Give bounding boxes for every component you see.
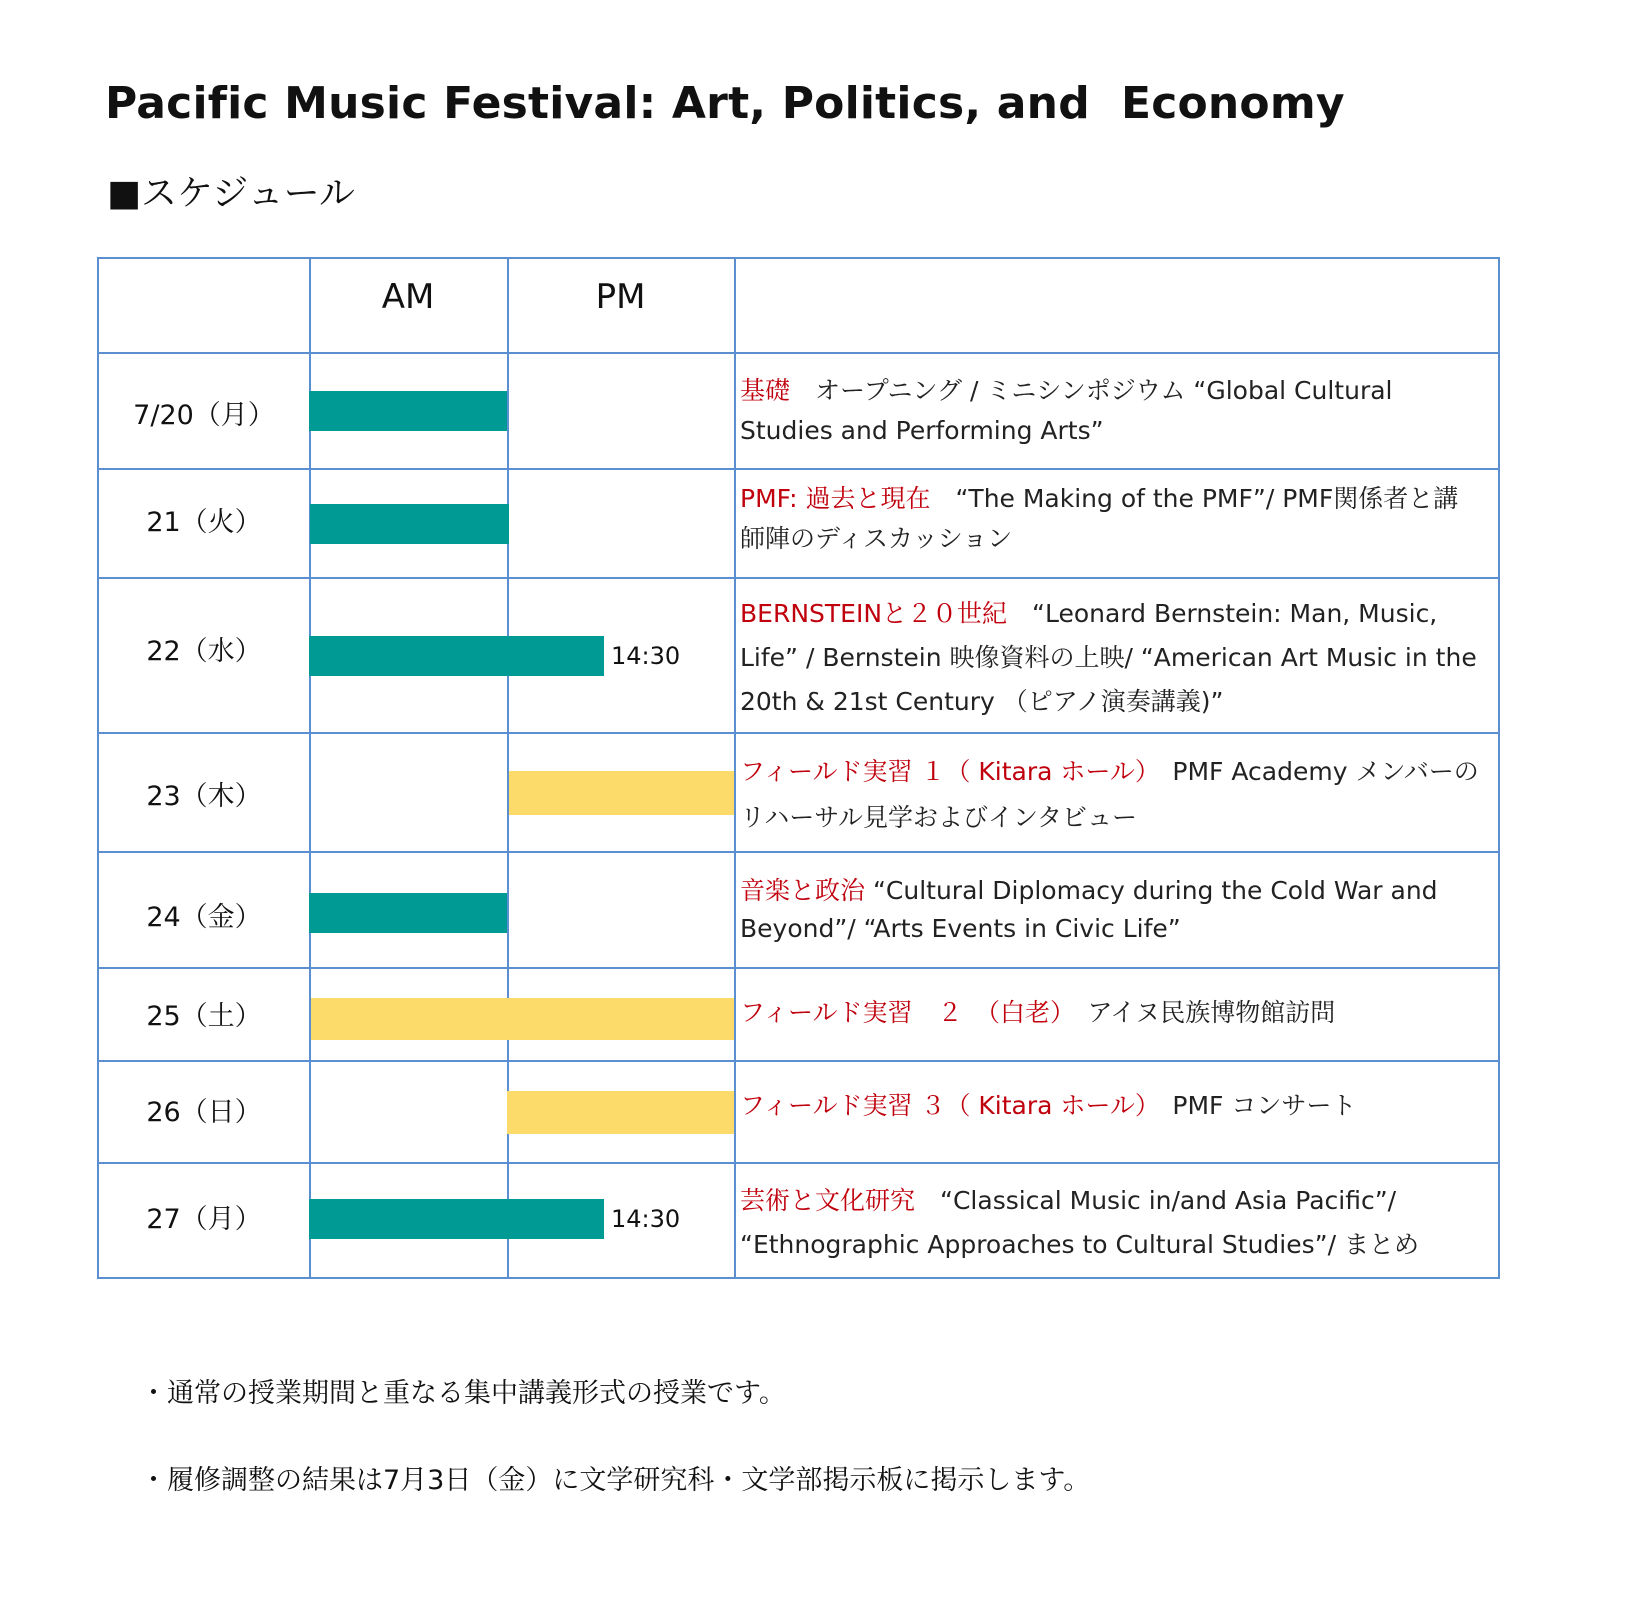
session-bar xyxy=(309,893,507,933)
session-title: フィールド実習 ３（ Kitara ホール） xyxy=(740,1091,1148,1120)
session-description xyxy=(740,592,1480,724)
session-title: 音楽と政治 xyxy=(740,876,866,905)
row-divider xyxy=(99,1060,1498,1062)
header-pm: PM xyxy=(595,277,646,317)
session-bar xyxy=(507,1091,734,1134)
session-bar xyxy=(509,771,734,815)
date-cell: 25（土） xyxy=(146,1001,262,1032)
column-divider xyxy=(734,259,736,1277)
session-title: フィールド実習 １（ Kitara ホール） xyxy=(740,757,1148,786)
row-divider xyxy=(99,851,1498,853)
session-title: PMF: 過去と現在 xyxy=(740,484,931,513)
date-cell: 23（木） xyxy=(146,781,262,812)
row-divider xyxy=(99,967,1498,969)
date-cell: 22（水） xyxy=(146,636,262,667)
session-bar xyxy=(309,636,604,676)
session-description xyxy=(740,371,1480,451)
session-details: “The Making of the PMF”/ PMF関係者と講師陣のディスカッション xyxy=(740,484,1459,553)
session-title: 基礎 xyxy=(740,376,791,405)
session-bar xyxy=(311,998,734,1040)
session-description xyxy=(740,993,1480,1033)
date-cell: 21（火） xyxy=(146,507,262,538)
session-bar xyxy=(309,1199,604,1239)
date-cell: 24（金） xyxy=(146,902,262,933)
end-time-label: 14:30 xyxy=(611,1205,681,1233)
note-item: ・履修調整の結果は7月3日（金）に文学研究科・文学部掲示板に掲示します。 xyxy=(140,1465,1091,1496)
session-details: “Leonard Bernstein: Man, Music, Life” / Bernstein 映像資料の上映/ “American Art Music in the 20th & 21st Century （ピアノ演奏講義)” xyxy=(740,599,1477,716)
row-divider xyxy=(99,468,1498,470)
session-details: “Cultural Diplomacy during the Cold War and Beyond”/ “Arts Events in Civic Life” xyxy=(740,876,1438,943)
note-item: ・通常の授業期間と重なる集中講義形式の授業です。 xyxy=(140,1378,786,1409)
session-title: BERNSTEINと２０世紀 xyxy=(740,599,1008,628)
session-description xyxy=(740,749,1480,841)
row-divider xyxy=(99,1162,1498,1164)
session-details: オープニング / ミニシンポジウム “Global Cultural Studies and Performing Arts” xyxy=(740,376,1393,445)
date-cell: 7/20（月） xyxy=(133,400,275,431)
row-divider xyxy=(99,732,1498,734)
session-bar xyxy=(309,391,507,431)
session-details: “Classical Music in/and Asia Pacific”/ “Ethnographic Approaches to Cultural Studies”/ まとめ xyxy=(740,1186,1419,1259)
date-cell: 26（日） xyxy=(146,1097,262,1128)
session-details: PMF コンサート xyxy=(1147,1091,1357,1120)
section-heading: ■スケジュール xyxy=(107,173,355,214)
session-description xyxy=(740,872,1480,948)
session-title: 芸術と文化研究 xyxy=(740,1186,916,1215)
session-details: PMF Academy メンバーのリハーサル見学およびインタビュー xyxy=(740,757,1479,832)
session-details: アイヌ民族博物館訪問 xyxy=(1062,998,1336,1027)
header-am: AM xyxy=(381,277,435,317)
row-divider xyxy=(99,352,1498,354)
schedule-table xyxy=(97,257,1500,1279)
date-cell: 27（月） xyxy=(146,1204,262,1235)
page-title: Pacific Music Festival: Art, Politics, and Economy xyxy=(105,78,1345,129)
session-description xyxy=(740,1086,1480,1126)
end-time-label: 14:30 xyxy=(611,642,681,670)
row-divider xyxy=(99,577,1498,579)
session-description xyxy=(740,1179,1480,1267)
session-title: フィールド実習 ２ （白老） xyxy=(740,998,1063,1027)
session-bar xyxy=(310,504,509,544)
session-description xyxy=(740,479,1480,559)
